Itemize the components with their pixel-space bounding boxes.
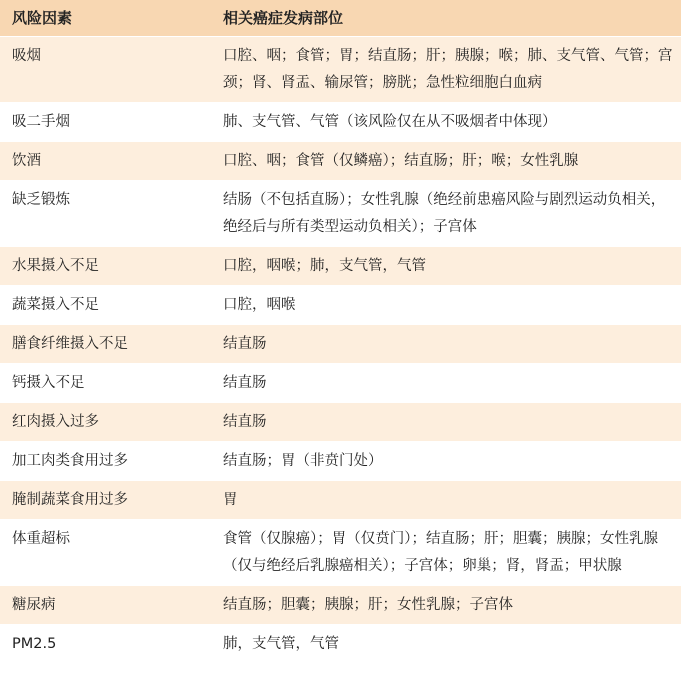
risk-factor-cell: 加工肉类食用过多 <box>12 453 128 469</box>
cancer-sites-cell: 口腔，咽喉；肺，支气管，气管 <box>223 258 426 274</box>
risk-factor-cell: 红肉摄入过多 <box>12 414 99 430</box>
table-row <box>0 625 681 664</box>
table-row <box>0 403 681 442</box>
risk-factor-cell: 缺乏锻炼 <box>12 192 70 208</box>
cancer-sites-cell: 结直肠 <box>223 414 267 430</box>
cancer-sites-cell: 胃 <box>223 492 238 508</box>
table-header-row <box>0 0 681 37</box>
header-cancer-sites: 相关癌症发病部位 <box>223 8 344 27</box>
header-risk-factor: 风险因素 <box>12 8 73 27</box>
risk-factor-cell: 蔬菜摄入不足 <box>12 297 99 313</box>
cancer-sites-cell: 结直肠 <box>223 336 267 352</box>
cancer-sites-cell: 肺、支气管、气管（该风险仅在从不吸烟者中体现） <box>223 114 557 130</box>
cancer-sites-cell: 口腔，咽喉 <box>223 297 296 313</box>
risk-factor-cell: PM2.5 <box>12 636 57 652</box>
table-row <box>0 103 681 142</box>
table-row <box>0 364 681 403</box>
table-row <box>0 442 681 481</box>
risk-factor-cell: 水果摄入不足 <box>12 258 99 274</box>
cancer-sites-cell: 结直肠；胆囊；胰腺；肝；女性乳腺；子宫体 <box>223 597 513 613</box>
risk-factor-cell: 糖尿病 <box>12 597 56 613</box>
table-row <box>0 520 681 586</box>
table-row <box>0 142 681 181</box>
risk-factor-cell: 吸二手烟 <box>12 114 70 130</box>
table-row <box>0 481 681 520</box>
risk-factor-cell: 钙摄入不足 <box>12 375 85 391</box>
cancer-sites-cell: 结肠（不包括直肠）；女性乳腺（绝经前患癌风险与剧烈运动负相关，绝经后与所有类型运动负相关）；子宫体 <box>223 192 666 235</box>
risk-factor-cell: 体重超标 <box>12 531 70 547</box>
cancer-sites-cell: 结直肠；胃（非贲门处） <box>223 453 383 469</box>
cancer-sites-cell: 食管（仅腺癌）；胃（仅贲门）；结直肠；肝；胆囊；胰腺；女性乳腺（仅与绝经后乳腺癌相关）；子宫体；卵巢；肾，肾盂；甲状腺 <box>223 531 658 574</box>
table-row <box>0 181 681 247</box>
table-row <box>0 286 681 325</box>
risk-factor-cell: 腌制蔬菜食用过多 <box>12 492 128 508</box>
cancer-sites-cell: 口腔、咽；食管；胃；结直肠；肝；胰腺；喉；肺、支气管、气管；宫颈；肾、肾盂、输尿管；膀胱；急性粒细胞白血病 <box>223 48 673 91</box>
risk-factor-cell: 饮酒 <box>12 153 41 169</box>
risk-factor-cell: 吸烟 <box>12 48 41 64</box>
table-row <box>0 586 681 625</box>
table-row <box>0 247 681 286</box>
cancer-sites-cell: 肺，支气管，气管 <box>223 636 339 652</box>
cancer-sites-cell: 口腔、咽；食管（仅鳞癌）；结直肠；肝；喉；女性乳腺 <box>223 153 579 169</box>
table-row <box>0 325 681 364</box>
cancer-sites-cell: 结直肠 <box>223 375 267 391</box>
risk-factor-cell: 膳食纤维摄入不足 <box>12 336 128 352</box>
table-row <box>0 37 681 103</box>
